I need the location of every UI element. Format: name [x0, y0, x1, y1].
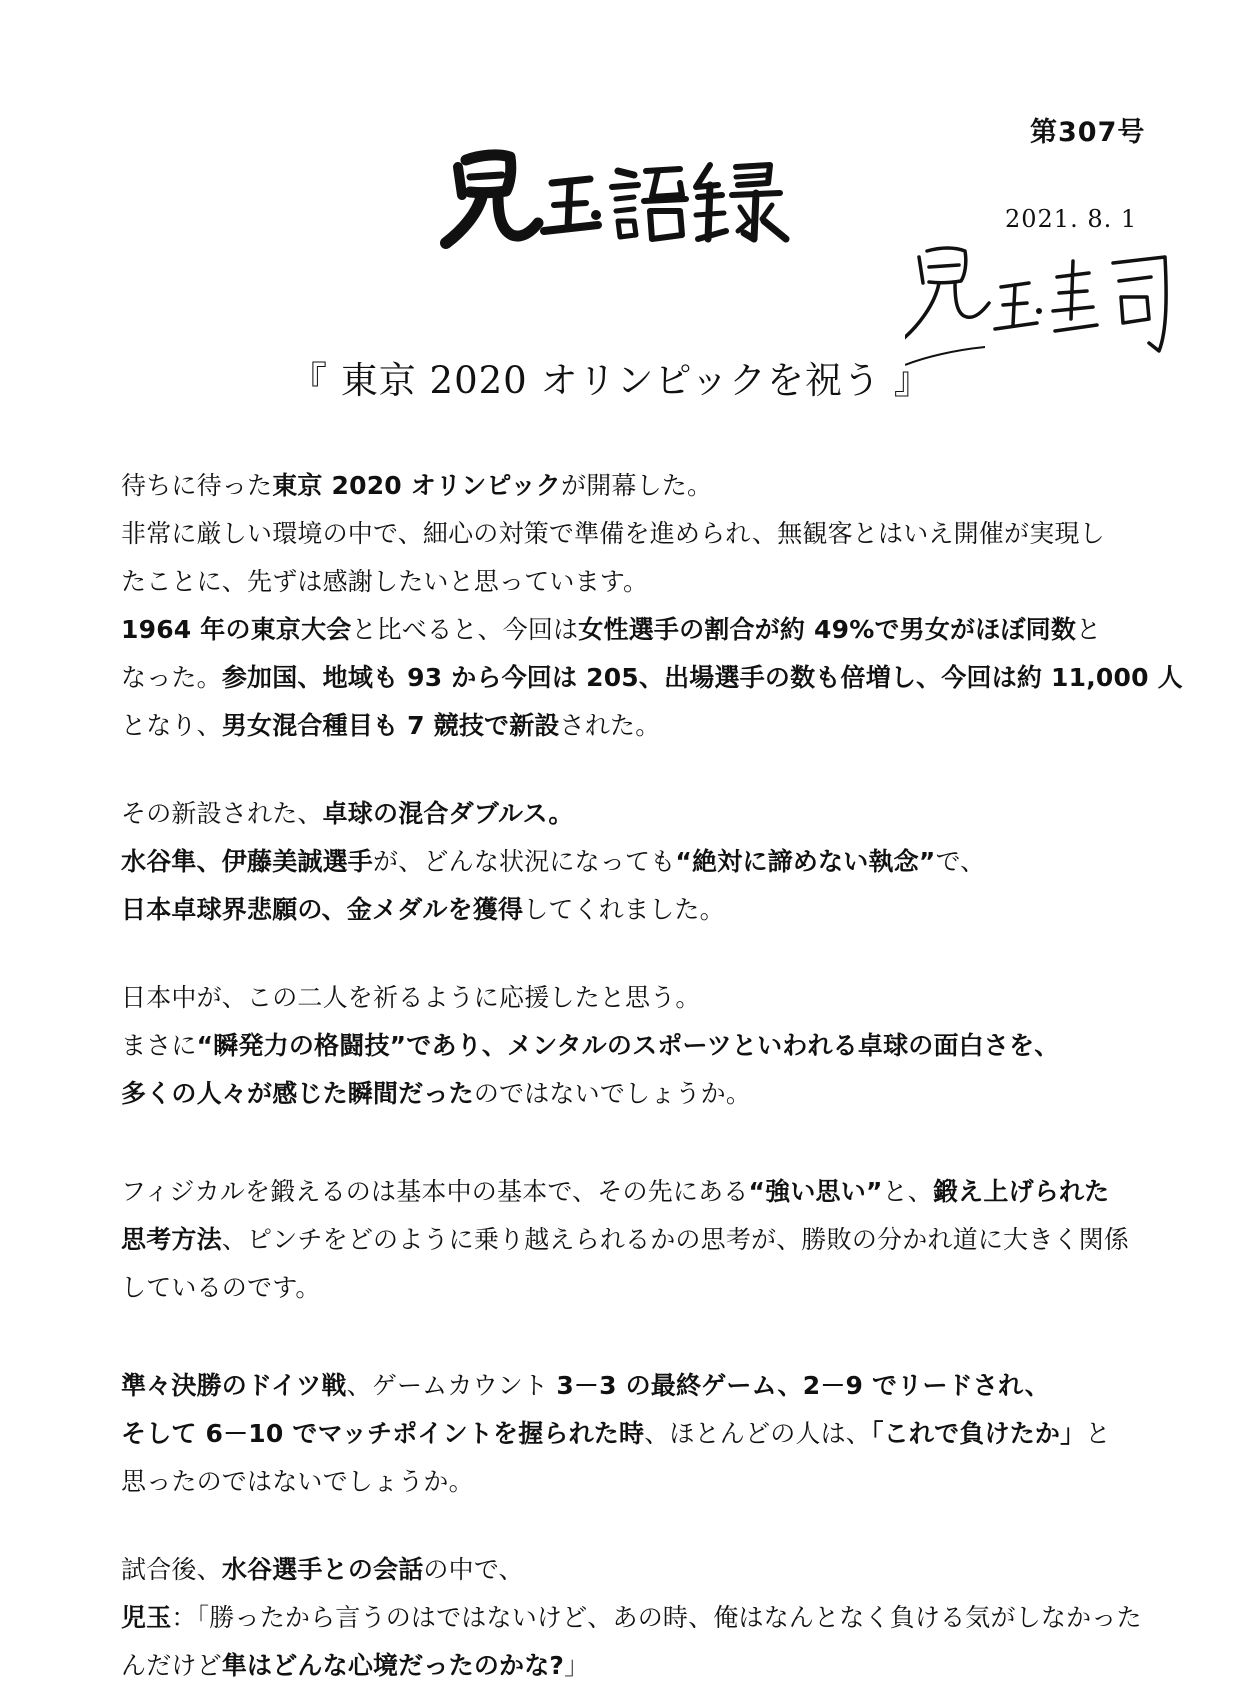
text-segment: が、どんな状況になっても	[373, 847, 676, 876]
text-segment: 、ほとんどの人は、	[644, 1419, 872, 1448]
text-line	[121, 1264, 1131, 1312]
text-segment: 待ちに待った	[121, 471, 273, 500]
text-segment: の中で、	[423, 1555, 524, 1584]
text-segment: と、	[882, 1177, 933, 1206]
text-segment: と比べると、今回は	[351, 615, 579, 644]
text-line	[121, 510, 1131, 558]
bold-segment: 児玉	[121, 1603, 172, 1632]
text-line	[121, 974, 1131, 1022]
bold-segment: 鍛え上げられた	[932, 1177, 1110, 1206]
text-line	[121, 1216, 1131, 1264]
text-segment: その新設された、	[121, 799, 323, 828]
text-line	[121, 558, 1131, 606]
text-line	[121, 1546, 1131, 1594]
text-line	[121, 1070, 1131, 1118]
bold-segment: 思考方法	[121, 1225, 222, 1254]
bold-segment: 日本卓球界悲願の、金メダルを獲得	[121, 895, 524, 924]
text-segment: が開幕した。	[561, 471, 713, 500]
text-line	[121, 1594, 1142, 1642]
text-segment: 非常に厳しい環境の中で、細心の対策で準備を進められ、無観客とはいえ開催が実現し	[121, 519, 1105, 548]
text-segment: と	[1076, 615, 1102, 644]
text-line	[121, 654, 1183, 702]
text-segment: 」	[564, 1651, 590, 1680]
text-segment: んだけど	[121, 1651, 222, 1680]
bold-segment: “瞬発力の格闘技”であり、メンタルのスポーツといわれる卓球の面白さを、	[196, 1031, 1060, 1060]
text-segment: ：「勝ったから言うのはではないけど、あの時、俺はなんとなく負ける気がしなかった	[171, 1603, 1142, 1632]
bold-segment: “強い思い”	[748, 1177, 883, 1206]
bold-segment: 女性選手の割合が約 49%で男女がほぼ同数	[578, 615, 1077, 644]
document-title: 『 東京 2020 オリンピックを祝う 』	[290, 359, 932, 402]
text-line	[121, 1642, 1131, 1690]
text-segment: 、ピンチをどのように乗り越えられるかの思考が、勝敗の分かれ道に大きく関係	[221, 1225, 1130, 1254]
bold-segment: 1964 年の東京大会	[121, 615, 352, 644]
bold-segment: 準々決勝のドイツ戦	[121, 1371, 347, 1400]
text-line	[121, 886, 1131, 934]
bold-segment: 参加国、地域も 93 から今回は 205、出場選手の数も倍増し、今回は約 11,000 人	[221, 663, 1183, 692]
text-line	[121, 462, 1131, 510]
text-line	[121, 838, 1131, 886]
bold-segment: “絶対に諦めない執念”	[675, 847, 936, 876]
brush-logo-icon	[440, 135, 800, 255]
bold-segment: 卓球の混合ダブルス。	[322, 799, 574, 828]
issue-number: 第307号	[1030, 117, 1146, 148]
handwritten-signature	[905, 235, 1185, 370]
bold-segment: 3－3 の最終ゲーム、2－9 でリードされ、	[556, 1371, 1050, 1400]
text-line	[121, 606, 1131, 654]
text-segment: しているのです。	[121, 1273, 321, 1302]
bold-segment: そして 6－10 でマッチポイントを握られた時	[121, 1419, 645, 1448]
text-line	[121, 702, 1131, 750]
text-segment: で、	[935, 847, 986, 876]
text-segment: となり、	[121, 711, 222, 740]
text-segment: 、ゲームカウント	[346, 1371, 557, 1400]
text-line	[121, 1362, 1131, 1410]
text-line	[121, 1458, 1131, 1506]
signature-icon	[905, 235, 1185, 370]
text-segment: された。	[559, 711, 661, 740]
text-line	[121, 1168, 1131, 1216]
text-line	[121, 790, 1131, 838]
text-segment: と	[1085, 1419, 1111, 1448]
text-segment: してくれました。	[523, 895, 725, 924]
text-line	[121, 1410, 1131, 1458]
bold-segment: 多くの人々が感じた瞬間だった	[121, 1079, 474, 1108]
bold-segment: 男女混合種目も 7 競技で新設	[221, 711, 560, 740]
text-line	[121, 1022, 1131, 1070]
text-segment: なった。	[121, 663, 222, 692]
bold-segment: 水谷隼、伊藤美誠選手	[121, 847, 374, 876]
text-segment: たことに、先ずは感謝したいと思っています。	[121, 567, 649, 596]
text-segment: フィジカルを鍛えるのは基本中の基本で、その先にある	[121, 1177, 749, 1206]
calligraphy-logo	[440, 135, 800, 255]
text-segment: 思ったのではないでしょうか。	[121, 1467, 474, 1496]
text-segment: まさに	[121, 1031, 197, 1060]
text-segment: 試合後、	[121, 1555, 222, 1584]
text-segment: のではないでしょうか。	[473, 1079, 752, 1108]
bold-segment: 東京 2020 オリンピック	[272, 471, 561, 500]
date: 2021. 8. 1	[1005, 205, 1138, 233]
document-body	[121, 462, 1183, 1690]
bold-segment: 隼はどんな心境だったのかな?	[221, 1651, 565, 1680]
bold-segment: 水谷選手との会話	[221, 1555, 424, 1584]
text-segment: 日本中が、この二人を祈るように応援したと思う。	[121, 983, 701, 1012]
bold-segment: 「これで負けたか」	[871, 1419, 1086, 1448]
